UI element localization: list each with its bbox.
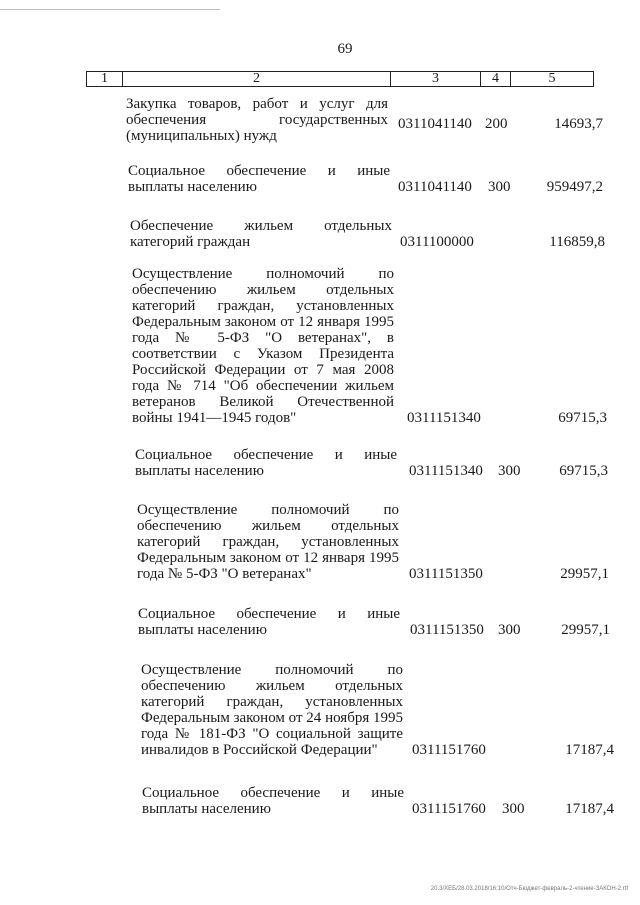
row-description: Социальное обеспечение и иные выплаты населению: [135, 447, 397, 479]
table-row: [0, 218, 640, 250]
row-col4: 300: [488, 179, 511, 195]
table-row: [0, 606, 640, 638]
row-code: 0311151340: [407, 410, 481, 426]
scan-top-line: [0, 9, 220, 10]
row-code: 0311151340: [409, 463, 483, 479]
row-description: Закупка товаров, работ и услуг для обеспечения государственных (муниципальных) нужд: [126, 96, 388, 144]
row-code: 0311041140: [398, 179, 472, 195]
row-code: 0311151760: [412, 742, 486, 758]
row-code: 0311151760: [412, 801, 486, 817]
table-row: [0, 96, 640, 160]
row-col4: 300: [498, 622, 521, 638]
row-amount: 69715,3: [559, 463, 608, 479]
table-row: [0, 163, 640, 195]
header-col-3: 3: [391, 72, 481, 86]
header-col-2: 2: [123, 72, 391, 86]
header-col-5: 5: [548, 71, 556, 86]
header-col-1: 1: [87, 72, 123, 86]
table-row: [0, 266, 640, 426]
table-row: [0, 662, 640, 758]
row-code: 0311151350: [410, 622, 484, 638]
row-description: Осуществление полномочий по обеспечению жильем отдельных категорий граждан, установленных Федеральным законом от 12 января 1995 года № 5-ФЗ "О ветеранах": [137, 502, 399, 582]
row-description: Социальное обеспечение и иные выплаты населению: [142, 785, 404, 817]
row-col4: 200: [485, 116, 508, 132]
row-amount: 29957,1: [560, 566, 609, 582]
row-amount: 17187,4: [565, 801, 614, 817]
row-code: 0311151350: [409, 566, 483, 582]
row-amount: 29957,1: [561, 622, 610, 638]
row-description: Социальное обеспечение и иные выплаты населению: [138, 606, 400, 638]
row-col4: 300: [502, 801, 525, 817]
row-amount: 17187,4: [565, 742, 614, 758]
table-row: [0, 502, 640, 582]
page-number: 69: [337, 41, 353, 57]
row-description: Осуществление полномочий по обеспечению жильем отдельных категорий граждан, установленных Федеральным законом от 24 ноября 1995 года № 181-ФЗ "О социальной защите инвалидов в Российской Федерации": [141, 662, 403, 758]
row-amount: 69715,3: [558, 410, 607, 426]
footer-file-reference: 20.3/ХЕБ/28.03.2018/16:10/Отч-Бюджет-февраль-2-чтение-ЗАКОН-2.rtf: [430, 886, 628, 892]
header-col-4: 4: [481, 72, 511, 86]
row-description: Социальное обеспечение и иные выплаты населению: [128, 163, 390, 195]
row-code: 0311100000: [400, 234, 474, 250]
row-amount: 959497,2: [546, 179, 603, 195]
table-row: [0, 785, 640, 817]
row-description: Обеспечение жильем отдельных категорий граждан: [130, 218, 392, 250]
row-code: 0311041140: [398, 116, 472, 132]
row-amount: 116859,8: [549, 234, 605, 250]
table-header: [86, 71, 594, 87]
table-row: [0, 447, 640, 479]
row-amount: 14693,7: [554, 116, 603, 132]
row-col4: 300: [498, 463, 521, 479]
row-description: Осуществление полномочий по обеспечению жильем отдельных категорий граждан, установленных Федеральным законом от 12 января 1995 года № 5-ФЗ "О ветеранах", в соответствии с Указом Президента Российской Федерации от 7 мая 2008 года № 714 "Об обеспечении жильем ветеранов Великой Отечественной войны 1941—1945 годов": [132, 266, 394, 426]
